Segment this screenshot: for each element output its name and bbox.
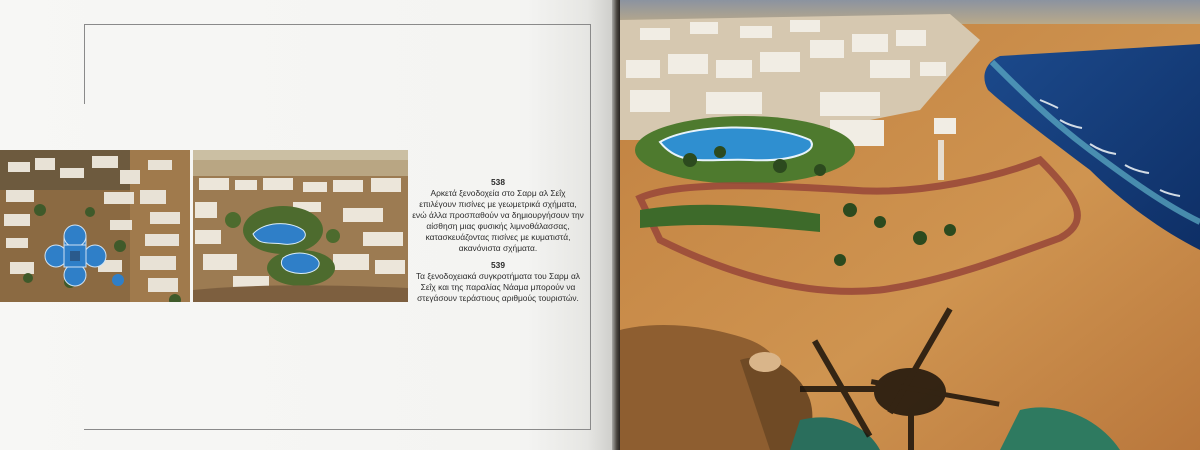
frame-line-right (590, 24, 591, 430)
caption-number: 539 (491, 260, 505, 270)
caption-539 (412, 260, 584, 304)
caption-text: Αρκετά ξενοδοχεία στο Σαρμ αλ Σεΐχ επιλέγουν πισίνες με γεωμετρικά σχήματα, ενώ άλλα προσπαθούν να δημιουργήσουν την αίσθηση μιας φυσικής λιμνοθάλασσας, κατασκευάζοντας πισίνες με κυματιστά, ακανόνιστα σχήματα. (412, 188, 584, 253)
book-gutter (612, 0, 620, 450)
resort-lagoon-pools-photo (193, 150, 408, 302)
frame-line-bottom (84, 429, 591, 430)
frame-line-top (84, 24, 591, 25)
resort-cross-pool-photo (0, 150, 190, 302)
coastal-resort-aerial-photo (620, 0, 1200, 450)
caption-538 (412, 177, 584, 254)
caption-text: Τα ξενοδοχειακά συγκροτήματα του Σαρμ αλ Σεΐχ και της παραλίας Νάαμα μπορούν να στεγάσουν τεράστιους αριθμούς τουριστών. (415, 271, 580, 303)
caption-number: 538 (491, 177, 505, 187)
frame-line-left-top (84, 24, 85, 104)
